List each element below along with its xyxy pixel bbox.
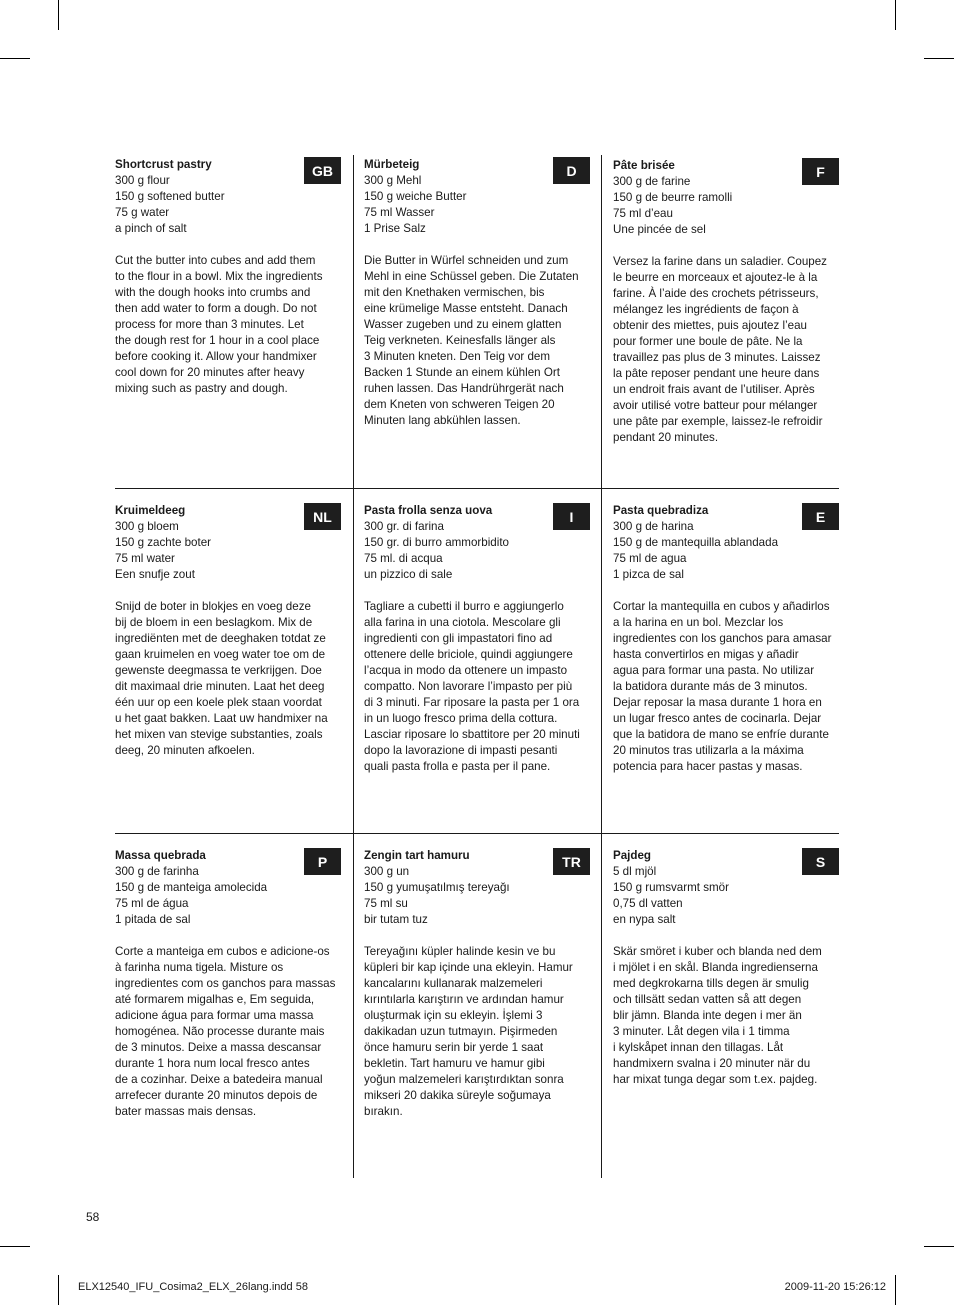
crop-mark-top-right-h <box>924 58 954 59</box>
instruction-line: mikseri 20 dakika süreyle soğumaya <box>364 1089 551 1102</box>
instruction-line: ottenere delle briciole, quindi aggiungere <box>364 648 573 661</box>
instruction-line: deeg, 20 minuten afkoelen. <box>115 744 255 757</box>
ingredient-line: 75 ml d’eau <box>613 207 673 220</box>
ingredient-line: Een snufje zout <box>115 568 195 581</box>
ingredient-line: 150 g de manteiga amolecida <box>115 881 268 894</box>
recipe-e <box>613 503 839 775</box>
crop-mark-bottom-left-h <box>0 1246 30 1247</box>
crop-mark-bottom-right-v <box>895 1275 896 1305</box>
ingredient-line: 150 g softened butter <box>115 190 225 203</box>
crop-mark-bottom-right-h <box>924 1246 954 1247</box>
recipe-tr <box>364 848 590 1120</box>
recipe-i <box>364 503 590 775</box>
instruction-line: ingredientes com os ganchos para massas <box>115 977 336 990</box>
ingredient-line: 150 gr. di burro ammorbidito <box>364 536 509 549</box>
recipe-instructions <box>364 599 590 775</box>
language-badge-i: I <box>553 503 590 530</box>
instruction-line: adicione água para formar uma massa <box>115 1009 314 1022</box>
instruction-line: ingrediënten met de deeghaken totdat ze <box>115 632 326 645</box>
instruction-line: önce hamuru serin bir yerde 1 saat <box>364 1041 544 1054</box>
recipe-instructions <box>115 944 341 1120</box>
ingredient-line: 150 g zachte boter <box>115 536 212 549</box>
ingredient-line: en nypa salt <box>613 913 676 926</box>
ingredient-line: 1 pizca de sal <box>613 568 684 581</box>
instruction-line: before cooking it. Allow your handmixer <box>115 350 317 363</box>
ingredient-line: 300 g de farinha <box>115 865 199 878</box>
instruction-line: Cortar la mantequilla en cubos y añadirlos <box>613 600 830 613</box>
instruction-line: bij de bloem in een beslagkom. Mix de <box>115 616 313 629</box>
instruction-line: Skär smöret i kuber och blanda ned dem <box>613 945 822 958</box>
recipe-title: Massa quebrada <box>115 849 206 862</box>
instruction-line: Tagliare a cubetti il burro e aggiungerlo <box>364 600 564 613</box>
instruction-line: u het gaat bakken. Laat uw handmixer na <box>115 712 328 725</box>
ingredient-line: 75 g water <box>115 206 170 219</box>
instruction-line: un endroit frais avant de l’utiliser. Après <box>613 383 815 396</box>
instruction-line: ingredienti con gli impastatori fino ad <box>364 632 553 645</box>
ingredient-line: bir tutam tuz <box>364 913 428 926</box>
instruction-line: quali pasta frolla e pasta per il pane. <box>364 760 551 773</box>
row-divider-2 <box>115 833 839 834</box>
instruction-line: to the flour in a bowl. Mix the ingredients <box>115 270 323 283</box>
instruction-line: küpleri bir kap içinde una ekleyin. Hamur <box>364 961 573 974</box>
instruction-line: 3 Minuten kneten. Den Teig vor dem <box>364 350 551 363</box>
instruction-line: process for more than 3 minutes. Let <box>115 318 304 331</box>
instruction-line: gaan kruimelen en voeg water toe om de <box>115 648 326 661</box>
instruction-line: un lugar fresco antes de cocinarla. Dejar <box>613 712 822 725</box>
ingredient-line: 150 g yumuşatılmış tereyağı <box>364 881 510 894</box>
ingredient-line: 150 g rumsvarmt smör <box>613 881 729 894</box>
recipe-instructions <box>364 944 590 1120</box>
instruction-line: Versez la farine dans un saladier. Coupez <box>613 255 827 268</box>
instruction-line: ruhen lassen. Das Handrührgerät nach <box>364 382 564 395</box>
instruction-line: homogénea. Não processe durante mais <box>115 1025 325 1038</box>
ingredient-line: Une pincée de sel <box>613 223 706 236</box>
ingredient-line: a pinch of salt <box>115 222 187 235</box>
recipe-s <box>613 848 839 1088</box>
instruction-line: farine. À l’aide des crochets pétrisseurs, <box>613 287 819 300</box>
instruction-line: het mixen van stevige substanties, zoals <box>115 728 323 741</box>
instruction-line: ingredientes con los ganchos para amasar <box>613 632 832 645</box>
instruction-line: la batidora durante más de 3 minutos. <box>613 680 808 693</box>
crop-mark-top-left-h <box>0 58 30 59</box>
ingredient-line: 5 dl mjöl <box>613 865 657 878</box>
recipe-title: Zengin tart hamuru <box>364 849 470 862</box>
instruction-line: Wasser zugeben und zu einem glatten <box>364 318 562 331</box>
ingredient-line: 150 g de beurre ramolli <box>613 191 733 204</box>
instruction-line: kancalarını kullanarak malzemeleri <box>364 977 543 990</box>
ingredient-line: un pizzico di sale <box>364 568 453 581</box>
ingredient-line: 300 g bloem <box>115 520 179 533</box>
instruction-line: travaillez pas plus de 3 minutes. Laissez <box>613 351 821 364</box>
recipe-title: Kruimeldeeg <box>115 504 186 517</box>
language-badge-gb: GB <box>304 157 341 184</box>
instruction-line: que la batidora de mano se enfríe durante <box>613 728 829 741</box>
instruction-line: the dough rest for 1 hour in a cool place <box>115 334 320 347</box>
crop-mark-bottom-left-v <box>58 1275 59 1305</box>
instruction-line: cool down for 20 minutes after heavy <box>115 366 305 379</box>
page-number: 58 <box>86 1210 100 1224</box>
footer-file-name: ELX12540_IFU_Cosima2_ELX_26lang.indd 58 <box>78 1281 308 1293</box>
column-divider-1 <box>353 155 354 1178</box>
instruction-line: i mjölet i en skål. Blanda ingredienserna <box>613 961 818 974</box>
instruction-line: har mixat tunga degar som t.ex. pajdeg. <box>613 1073 818 1086</box>
instruction-line: bekletin. Tart hamuru ve hamur gibi <box>364 1057 545 1070</box>
instruction-line: potencia para hacer pastas y masas. <box>613 760 803 773</box>
instruction-line: blir jämn. Blanda inte degen i mer än <box>613 1009 802 1022</box>
instruction-line: agua para formar una pasta. No utilizar <box>613 664 815 677</box>
language-badge-nl: NL <box>304 503 341 530</box>
language-badge-p: P <box>304 848 341 875</box>
footer-timestamp: 2009-11-20 15:26:12 <box>784 1281 886 1293</box>
instruction-line: une pâte par exemple, laissez-le refroidir <box>613 415 823 428</box>
ingredient-line: 1 pitada de sal <box>115 913 191 926</box>
language-badge-d: D <box>553 157 590 184</box>
ingredient-line: 150 g de mantequilla ablandada <box>613 536 779 549</box>
recipe-instructions <box>115 599 341 759</box>
instruction-line: gewenste deegmassa te verkrijgen. Doe <box>115 664 322 677</box>
instruction-line: Mehl in eine Schüssel geben. Die Zutaten <box>364 270 579 283</box>
instruction-line: with the dough hooks into crumbs and <box>115 286 311 299</box>
instruction-line: i kylskåpet innan den tillagas. Låt <box>613 1041 784 1054</box>
language-badge-f: F <box>802 158 839 185</box>
instruction-line: bater massas mais densas. <box>115 1105 257 1118</box>
instruction-line: Corte a manteiga em cubos e adicione-os <box>115 945 330 958</box>
instruction-line: pendant 20 minutes. <box>613 431 719 444</box>
instruction-line: dit maximaal drie minuten. Laat het deeg <box>115 680 325 693</box>
instruction-line: Teig verkneten. Keinesfalls länger als <box>364 334 556 347</box>
instruction-line: a la harina en un bol. Mezclar los <box>613 616 784 629</box>
instruction-line: compatto. Non lavorare l’impasto per più <box>364 680 573 693</box>
recipe-title: Pasta frolla senza uova <box>364 504 493 517</box>
instruction-line: Backen 1 Stunde an einem kühlen Ort <box>364 366 560 379</box>
recipe-instructions <box>613 599 839 775</box>
instruction-line: dopo la lavorazione di impasti pesanti <box>364 744 558 757</box>
instruction-line: bırakın. <box>364 1105 403 1118</box>
instruction-line: Dejar reposar la masa durante 1 hora en <box>613 696 822 709</box>
ingredient-line: 75 ml su <box>364 897 408 910</box>
language-badge-e: E <box>802 503 839 530</box>
instruction-line: dakikadan uzun tutmayın. Pişirmeden <box>364 1025 558 1038</box>
ingredient-line: 300 g un <box>364 865 410 878</box>
instruction-line: één uur op een koele plek staan voordat <box>115 696 322 709</box>
instruction-line: Minuten lang abkühlen lassen. <box>364 414 521 427</box>
ingredient-line: 75 ml Wasser <box>364 206 435 219</box>
ingredient-line: 300 gr. di farina <box>364 520 444 533</box>
instruction-line: hasta convertirlos en migas y añadir <box>613 648 799 661</box>
crop-mark-top-right-v <box>895 0 896 30</box>
ingredient-line: 300 g Mehl <box>364 174 422 187</box>
column-divider-2 <box>601 155 602 1178</box>
recipe-p <box>115 848 341 1120</box>
instruction-line: mixing such as pastry and dough. <box>115 382 288 395</box>
recipe-title: Shortcrust pastry <box>115 158 212 171</box>
instruction-line: then add water to form a dough. Do not <box>115 302 317 315</box>
instruction-line: yoğun malzemeleri karıştırdıktan sonra <box>364 1073 564 1086</box>
instruction-line: mélangez les ingrédients de façon à <box>613 303 799 316</box>
ingredient-line: 75 ml de agua <box>613 552 687 565</box>
instruction-line: in un luogo fresco prima della cottura. <box>364 712 558 725</box>
instruction-line: oluşturmak için su ekleyin. İşlemi 3 <box>364 1009 543 1022</box>
ingredient-line: 75 ml water <box>115 552 175 565</box>
instruction-line: 20 minutos tras utilizarla a la máxima <box>613 744 804 757</box>
instruction-line: kırıntılarla karıştırın ve ardından hamur <box>364 993 564 1006</box>
instruction-line: Lasciar riposare lo sbattitore per 20 minuti <box>364 728 580 741</box>
instruction-line: pour former une boule de pâte. Ne la <box>613 335 803 348</box>
row-divider-1 <box>115 488 839 489</box>
instruction-line: dem Kneten von schweren Teigen 20 <box>364 398 555 411</box>
instruction-line: handmixern svalna i 20 minuter när du <box>613 1057 811 1070</box>
recipe-title: Mürbeteig <box>364 158 420 171</box>
ingredient-line: 0,75 dl vatten <box>613 897 683 910</box>
recipe-title: Pâte brisée <box>613 159 675 172</box>
recipe-f <box>613 158 839 446</box>
instruction-line: Tereyağını küpler halinde kesin ve bu <box>364 945 556 958</box>
instruction-line: med degkrokarna tills degen är smulig <box>613 977 809 990</box>
instruction-line: le beurre en morceaux et ajoutez-le à la <box>613 271 818 284</box>
recipe-instructions <box>115 253 341 397</box>
ingredient-line: 300 g de harina <box>613 520 694 533</box>
instruction-line: Cut the butter into cubes and add them <box>115 254 316 267</box>
instruction-line: Die Butter in Würfel schneiden und zum <box>364 254 569 267</box>
instruction-line: à farinha numa tigela. Misture os <box>115 961 284 974</box>
ingredient-line: 150 g weiche Butter <box>364 190 467 203</box>
recipe-d <box>364 157 590 429</box>
ingredient-line: 300 g flour <box>115 174 170 187</box>
recipe-instructions <box>364 253 590 429</box>
instruction-line: até formarem migalhas e, Em seguida, <box>115 993 315 1006</box>
ingredient-line: 75 ml de água <box>115 897 189 910</box>
instruction-line: och tillsätt sedan vatten så att degen <box>613 993 802 1006</box>
ingredient-line: 1 Prise Salz <box>364 222 426 235</box>
recipe-gb <box>115 157 341 397</box>
instruction-line: durante 1 hora num local fresco antes <box>115 1057 310 1070</box>
instruction-line: avoir utilisé votre batteur pour mélanger <box>613 399 818 412</box>
instruction-line: de 3 minutos. Deixe a massa descansar <box>115 1041 322 1054</box>
instruction-line: mit den Knethaken vermischen, bis <box>364 286 545 299</box>
ingredient-line: 300 g de farine <box>613 175 691 188</box>
instruction-line: obtenir des miettes, puis ajoutez l’eau <box>613 319 807 332</box>
crop-mark-top-left-v <box>58 0 59 30</box>
instruction-line: Snijd de boter in blokjes en voeg deze <box>115 600 311 613</box>
language-badge-s: S <box>802 848 839 875</box>
recipe-instructions <box>613 944 839 1088</box>
instruction-line: eine krümelige Masse entsteht. Danach <box>364 302 568 315</box>
language-badge-tr: TR <box>553 848 590 875</box>
instruction-line: arrefecer durante 20 minutos depois de <box>115 1089 318 1102</box>
instruction-line: 3 minuter. Låt degen vila i 1 timma <box>613 1025 790 1038</box>
instruction-line: l’acqua in modo da ottenere un impasto <box>364 664 568 677</box>
recipe-nl <box>115 503 341 759</box>
recipe-instructions <box>613 254 839 446</box>
ingredient-line: 75 ml. di acqua <box>364 552 443 565</box>
recipe-title: Pasta quebradiza <box>613 504 709 517</box>
recipe-title: Pajdeg <box>613 849 652 862</box>
instruction-line: la pâte reposer pendant une heure dans <box>613 367 820 380</box>
instruction-line: alla farina in una ciotola. Mescolare gli <box>364 616 561 629</box>
instruction-line: de a cozinhar. Deixe a batedeira manual <box>115 1073 323 1086</box>
instruction-line: di 3 minuti. Far riposare la pasta per 1 ora <box>364 696 580 709</box>
